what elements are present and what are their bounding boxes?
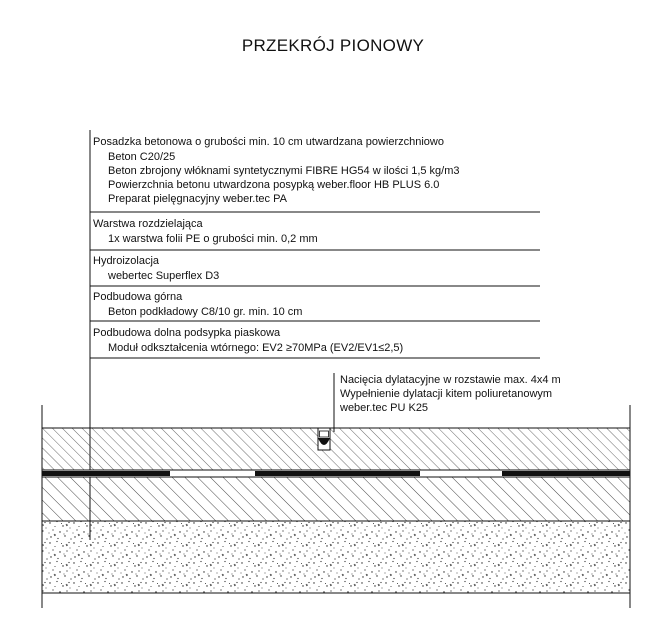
joint-callout xyxy=(334,373,561,432)
lower-subbase-sand-layer xyxy=(42,521,630,593)
joint-callout-line: Nacięcia dylatacyjne w rozstawie max. 4x4 m xyxy=(340,374,561,386)
layer-1-item: Preparat pielęgnacyjny weber.tec PA xyxy=(108,193,287,205)
layer-1-heading: Posadzka betonowa o grubości min. 10 cm utwardzana powierzchniowo xyxy=(93,136,444,148)
layer-1-item: Beton C20/25 xyxy=(108,151,176,163)
layer-4-item: Beton podkładowy C8/10 gr. min. 10 cm xyxy=(108,306,303,318)
joint-callout-line: Wypełnienie dylatacji kitem poliuretanowym xyxy=(340,388,553,400)
layer-3-heading: Hydroizolacja xyxy=(93,255,160,267)
layer-5-item: Moduł odkształcenia wtórnego: EV2 ≥70MPa (EV2/EV1≤2,5) xyxy=(108,342,404,354)
joint-callout-line: weber.tec PU K25 xyxy=(340,402,429,414)
layer-5-heading: Podbudowa dolna podsypka piaskowa xyxy=(93,327,281,339)
concrete-slab-layer xyxy=(42,428,630,470)
diagram-title: PRZEKRÓJ PIONOWY xyxy=(241,36,425,55)
layer-2-item: 1x warstwa folii PE o grubości min. 0,2 mm xyxy=(108,233,318,245)
dilatation-joint xyxy=(318,428,330,450)
layer-1-item: Beton zbrojony włóknami syntetycznymi FIBRE HG54 w ilości 1,5 kg/m3 xyxy=(108,165,460,177)
layer-2-heading: Warstwa rozdzielająca xyxy=(93,218,203,230)
membrane-layer xyxy=(42,470,630,477)
layer-4-heading: Podbudowa górna xyxy=(93,291,183,303)
layer-3-item: webertec Superflex D3 xyxy=(108,270,220,282)
layer-1-item: Powierzchnia betonu utwardzona posypką weber.floor HB PLUS 6.0 xyxy=(108,179,440,191)
upper-subbase-layer xyxy=(42,477,630,521)
